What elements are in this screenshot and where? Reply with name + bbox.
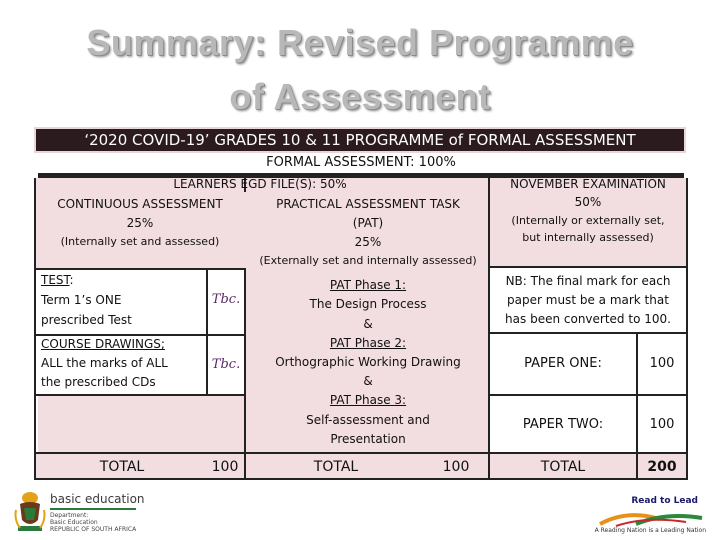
- test-desc-1: Term 1’s ONE: [41, 293, 122, 307]
- course-desc-2: the prescribed CDs: [41, 375, 156, 389]
- pat-phase-1: PAT Phase 1:: [329, 278, 407, 292]
- nov-note-2: but internally assessed): [522, 231, 654, 244]
- read-to-lead-tagline: A Reading Nation is a Leading Nation: [594, 527, 706, 534]
- ca-note: (Internally set and assessed): [60, 235, 220, 248]
- dbe-logo-text: basic education Department: Basic Education REPUBLIC OF SOUTH AFRICA: [50, 492, 145, 533]
- pat-phase-3: PAT Phase 3:: [329, 393, 407, 407]
- test-tbc: Tbc.: [211, 292, 241, 307]
- pat-amp-2: &: [363, 374, 373, 388]
- pat-phase-3-desc-1: Self-assessment and: [306, 413, 430, 427]
- pat-amp-1: &: [363, 317, 373, 331]
- nov-percent: 50%: [574, 195, 602, 209]
- course-tbc: Tbc.: [211, 357, 241, 372]
- ca-percent: 25%: [126, 216, 154, 230]
- nb-line-2: paper must be a mark that: [507, 293, 669, 307]
- course-desc-1: ALL the marks of ALL: [41, 356, 168, 370]
- pat-note: (Externally set and internally assessed): [259, 254, 477, 267]
- pat-phase-1-desc: The Design Process: [309, 297, 427, 311]
- page-title-line-2: of Assessment: [229, 76, 491, 117]
- paper-two-label: PAPER TWO:: [522, 417, 604, 432]
- test-desc-2: prescribed Test: [41, 313, 132, 327]
- paper-one-label: PAPER ONE:: [524, 356, 602, 371]
- total-3-label: TOTAL: [540, 459, 586, 475]
- empty-cell: [38, 394, 244, 452]
- nb-line-1: NB: The final mark for each: [505, 274, 671, 288]
- table-subheader: FORMAL ASSESSMENT: 100%: [38, 153, 684, 173]
- pat-phase-2: PAT Phase 2:: [329, 336, 407, 350]
- total-1-label: TOTAL: [99, 459, 145, 475]
- paper-two-value: 100: [649, 417, 675, 432]
- test-label: TEST:: [41, 273, 74, 287]
- pat-phase-2-desc: Orthographic Working Drawing: [275, 355, 461, 369]
- coat-of-arms-icon: [14, 490, 46, 539]
- total-1-value: 100: [211, 459, 239, 475]
- read-to-lead-title: Read to Lead: [631, 496, 698, 506]
- nov-title: NOVEMBER EXAMINATION: [510, 177, 666, 191]
- paper-one-value: 100: [649, 356, 675, 371]
- total-3-value: 200: [647, 459, 677, 475]
- pat-percent: 25%: [354, 235, 382, 249]
- total-2-value: 100: [442, 459, 470, 475]
- pat-phase-3-desc-2: Presentation: [330, 432, 406, 446]
- nb-line-3: has been converted to 100.: [505, 312, 671, 326]
- course-label: COURSE DRAWINGS;: [41, 337, 165, 351]
- egd-file-label: LEARNERS EGD FILE(S): 50%: [173, 177, 347, 191]
- pat-title: PRACTICAL ASSESSMENT TASK: [276, 197, 460, 211]
- page-title-line-1: Summary: Revised Programme: [86, 22, 634, 63]
- ca-title: CONTINUOUS ASSESSMENT: [57, 197, 223, 211]
- total-2-label: TOTAL: [313, 459, 359, 475]
- pat-abbrev: (PAT): [352, 216, 384, 230]
- table-header: ‘2020 COVID-19’ GRADES 10 & 11 PROGRAMME of FORMAL ASSESSMENT: [34, 127, 686, 153]
- nov-note-1: (Internally or externally set,: [511, 214, 665, 227]
